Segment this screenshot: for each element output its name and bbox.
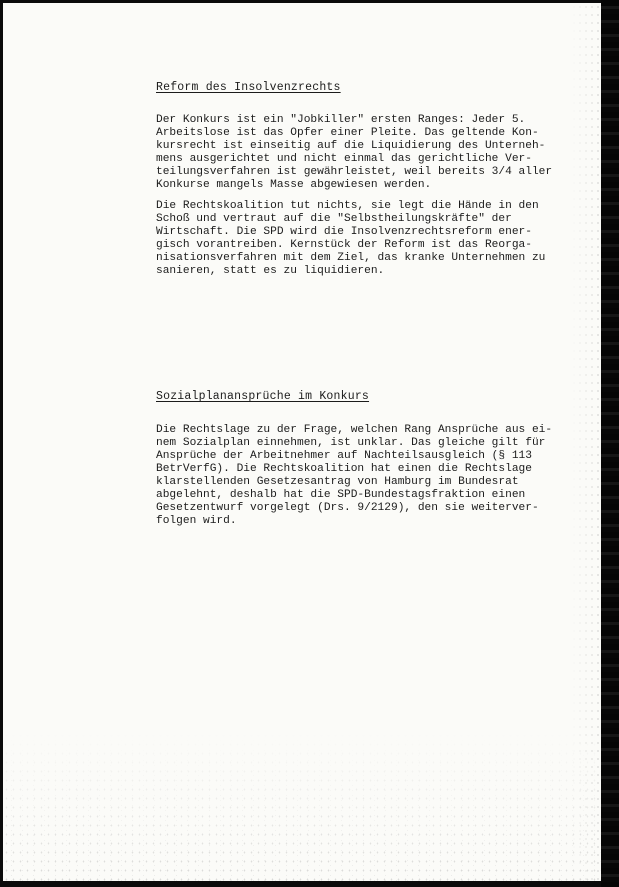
scan-border-right xyxy=(601,0,619,887)
paragraph-line: nem Sozialplan einnehmen, ist unklar. Das gleiche gilt für xyxy=(156,437,546,449)
paragraph-line: BetrVerfG). Die Rechtskoalition hat einen die Rechtslage xyxy=(156,463,532,475)
paragraph-line: Ansprüche der Arbeitnehmer auf Nachteilsausgleich (§ 113 xyxy=(156,450,532,462)
paragraph-line: klarstellenden Gesetzesantrag von Hamburg im Bundesrat xyxy=(156,476,519,488)
section-heading-sozialplan: Sozialplanansprüche im Konkurs xyxy=(156,390,370,403)
paragraph-line: Der Konkurs ist ein "Jobkiller" ersten Ranges: Jeder 5. xyxy=(156,114,526,126)
section-heading-insolvenzrecht: Reform des Insolvenzrechts xyxy=(156,81,341,94)
paragraph-line: Konkurse mangels Masse abgewiesen werden. xyxy=(156,179,432,191)
document-page xyxy=(3,3,601,881)
paragraph-line: Die Rechtskoalition tut nichts, sie legt die Hände in den xyxy=(156,200,539,212)
scan-noise-right xyxy=(571,3,601,881)
paragraph-line: sanieren, statt es zu liquidieren. xyxy=(156,265,385,277)
scan-noise-bottom xyxy=(3,731,601,881)
paragraph-line: Gesetzentwurf vorgelegt (Drs. 9/2129), den sie weiterver- xyxy=(156,502,539,514)
paragraph-line: teilungsverfahren ist gewährleistet, weil bereits 3/4 aller xyxy=(156,166,553,178)
paragraph-line: abgelehnt, deshalb hat die SPD-Bundestagsfraktion einen xyxy=(156,489,526,501)
paragraph-line: Wirtschaft. Die SPD wird die Insolvenzrechtsreform ener- xyxy=(156,226,532,238)
paragraph-line: nisationsverfahren mit dem Ziel, das kranke Unternehmen zu xyxy=(156,252,546,264)
paragraph-line: Die Rechtslage zu der Frage, welchen Rang Ansprüche aus ei- xyxy=(156,424,553,436)
paragraph-line: mens ausgerichtet und nicht einmal das gerichtliche Ver- xyxy=(156,153,532,165)
paragraph-line: Arbeitslose ist das Opfer einer Pleite. Das geltende Kon- xyxy=(156,127,539,139)
paragraph-line: gisch vorantreiben. Kernstück der Reform ist das Reorga- xyxy=(156,239,532,251)
paragraph-line: kursrecht ist einseitig auf die Liquidierung des Unterneh- xyxy=(156,140,546,152)
paragraph-line: folgen wird. xyxy=(156,515,237,527)
paragraph-line: Schoß und vertraut auf die "Selbstheilungskräfte" der xyxy=(156,213,512,225)
